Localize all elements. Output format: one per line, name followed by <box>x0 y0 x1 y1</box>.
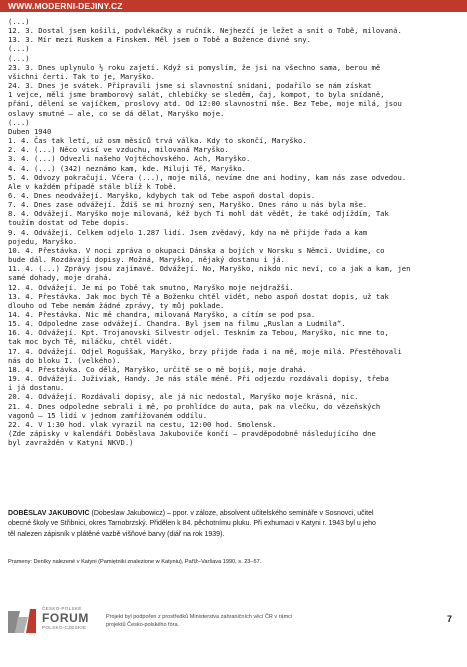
page-footer <box>0 600 467 660</box>
bio-name: DOBĚSLAV JAKUBOVIČ <box>8 510 90 517</box>
diary-line: oslavy smutné – ale, co se dá dělat, Maryško moje. <box>8 108 225 118</box>
site-header-bar <box>0 0 467 12</box>
diary-line: toužím dostat od Tebe dopis. <box>8 218 130 228</box>
diary-line: (Zde zápisky v kalendáři Doběslava Jakuboviče končí – pravděpodobně následujícího dne <box>8 429 376 439</box>
forum-logo-text <box>42 606 104 631</box>
diary-line: (...) <box>8 17 30 26</box>
bio-line-3: těl nalezen zápisník v plátěné vazbě višňové barvy (diář na rok 1939). <box>8 530 225 538</box>
diary-line: 21. 4. Dnes odpoledne sebrali i mě, po prohlídce do auta, pak na vlečku, do vězeňských <box>8 401 381 411</box>
funding-line-2: projektů Česko-polského fóra. <box>106 622 180 628</box>
diary-line: 13. 3. Mír mezi Ruskem a Finskem. Měl jsem o Tobě a Božence divné sny. <box>8 35 311 45</box>
diary-line: 13. 4. Přestávka. Jak moc bych Tě a Boženku chtěl vidět, nebo aspoň dostat dopis, už tak <box>8 291 389 301</box>
diary-line: 4. 4. (...) (342) neznámo kam, kde. Miluji Tě, Maryško. <box>8 163 246 173</box>
diary-line: 7. 4. Dnes zase odvážejí. Ždíš se mi hrozný sen, Maryško. Dnes ráno u nás byla mše. <box>8 200 368 210</box>
diary-line: dlouho od Tebe nemám žádné zprávy, ty můj poklade. <box>8 300 225 310</box>
diary-line: 3. 4. (...) Odvezli našeho Vojtěchovského. Ach, Maryško. <box>8 154 251 164</box>
diary-line: vagonů – 15 lidí v jednom zamřížovaném oddílu. <box>8 410 208 420</box>
diary-line: tak moc bych Tě, miláčku, chtěl vidět. <box>8 337 173 347</box>
diary-line: 8. 4. Odvážejí. Maryško moje milovaná, kéž bych Ti mohl dát vědět, že také odjíždím, Tak <box>8 209 389 219</box>
funding-line-1: Projekt byl podpořen z prostředků Ministerstva zahraničních věcí ČR v rámci <box>106 614 293 620</box>
logo-line-2: FORUM <box>42 611 89 625</box>
diary-line: 16. 4. Odvážejí. Kpt. Trojanovski Silvestr odjel. Teskním za Tebou, Maryško, nic mne to, <box>8 328 389 338</box>
diary-line: 1 vejce, měli jsme bramborový salát, chlebíčky se sleděm, čaj, kompot, to byla snídaně, <box>8 90 385 100</box>
diary-line: 23. 3. Dnes uplynulo ½ roku zajetí. Když si pomyslím, že jsi na všechno sama, berou mě <box>8 62 381 72</box>
diary-line: (...) <box>8 53 30 63</box>
diary-line: samé dohady, moje drahá. <box>8 273 112 283</box>
diary-line: 20. 4. Odvážejí. Rozdávali dopisy, ale já nic nedostal, Maryško moje krásná, nic. <box>8 392 359 402</box>
bio-text-1: (Dobeslaw Jakubowicz) – ppor. v záloze, absolvent učitelského semináře v Sosnovci, učitel <box>89 510 374 517</box>
bio-line-1 <box>8 509 460 519</box>
bio-line-2: obecné školy ve Střibnici, okres Tarnobrzský. Přidělen k 84. pěchotnímu pluku. Při exhumaci v Katyni r. 1943 byl u jeho <box>8 520 376 528</box>
diary-line: 14. 4. Přestávka. Nic mě chandra, milovaná Maryško, a cítím se pod psa. <box>8 310 316 319</box>
diary-line: 12. 3. Dostal jsem košili, podvlékačky a ručník. Nejhezčí je ležet a snít o Tobě, milovaná. <box>8 26 402 36</box>
diary-line: 1. 4. Čas tak letí, už osm měsíců trvá válka. Kdy to skončí, Maryško. <box>8 136 307 146</box>
forum-logo-icon <box>6 607 38 637</box>
diary-line: byl zavražděn v Katyni NKVD.) <box>8 438 134 448</box>
diary-line: 12. 4. Odvážejí. Je mi po Tobě tak smutno, Maryško moje nejdražší. <box>8 282 294 292</box>
diary-line: 18. 4. Přestávka. Co dělá, Maryško, určitě se o mě bojíš, moje drahá. <box>8 364 307 374</box>
site-url[interactable]: WWW.MODERNI-DEJINY.CZ <box>8 1 123 11</box>
funding-note <box>106 613 356 629</box>
diary-line: i já dostanu. <box>8 383 65 393</box>
diary-line: 24. 3. Dnes je svátek. Připravili jsme si slavnostní snídani, podařilo se nám získat <box>8 81 372 91</box>
diary-line: nás do bloku I. (velkého). <box>8 355 121 365</box>
diary-line: Duben 1940 <box>8 126 52 136</box>
biography <box>8 509 460 540</box>
diary-line: 6. 4. Dnes neodvážejí. Maryško, kdybych tak od Tebe aspoň dostal dopis. <box>8 190 316 200</box>
diary-text <box>8 17 460 447</box>
diary-line: pojedu, Maryško. <box>8 236 78 246</box>
diary-line: 5. 4. Odvozy pokračují. Včera (...), moje milá, nevíme dne ani hodiny, kam nás zase odvedou. <box>8 172 407 182</box>
diary-line: bude dál. Rozdávají dopisy. Možná, Maryško, nějaký dostanu i já. <box>8 255 285 265</box>
logo-line-3: POLSKO-CZESKIE <box>42 625 87 630</box>
diary-line: 2. 4. (...) Něco visí ve vzduchu, milovaná Maryško. <box>8 145 229 155</box>
logo-line-1: ČESKO-POLSKÉ <box>42 606 82 611</box>
diary-line: 22. 4. V 1:30 hod. vlak vyrazil na cestu, 12:00 hod. Smolensk. <box>8 419 277 429</box>
diary-line: (...) <box>8 117 30 127</box>
diary-line: 9. 4. Odvážejí. Celkem odjelo 1.287 lidí. Jsem zvědavý, kdy na mě přijde řada a kam <box>8 227 368 237</box>
diary-line: 19. 4. Odvážejí. Juživiak, Handy. Je nás stále méně. Při odjezdu rozdávali dopisy, třeba <box>8 374 389 384</box>
diary-line: 15. 4. Odpoledne zase odvážejí. Chandra. Byl jsem na filmu „Ruslan a Ludmila“. <box>8 319 346 329</box>
diary-line: Ale v každém případě stále blíž k Tobě. <box>8 181 177 191</box>
diary-line: 11. 4. (...) Zprávy jsou zajímavé. Odvážejí. No, Maryško, nikdo nic neví, co a jak a kam, jen <box>8 264 411 274</box>
diary-line: přání, dělení se vajíčkem, proslovy atd. Od 12:00 slavnostní mše. Bez Tebe, moje milá, jsou <box>8 99 402 109</box>
diary-line: (...) <box>8 44 30 54</box>
diary-line: 10. 4. Přestávka. V noci zpráva o okupaci Dánska a bojích v Norsku s Němci. Uvidíme, co <box>8 245 385 255</box>
diary-line: všichni čerti. Tak to je, Maryško. <box>8 71 156 81</box>
page-number: 7 <box>447 614 453 624</box>
diary-line: 17. 4. Odvážejí. Odjel Roguššak, Maryško, brzy přijde řada i na mě, moje milá. Přestěhovali <box>8 346 402 356</box>
source-note: Prameny: Deníky nalezené v Katyni (Pamiętniki znalezione w Katyniu), Paříž–Varšava 1990, s. 23–57. <box>8 559 262 565</box>
